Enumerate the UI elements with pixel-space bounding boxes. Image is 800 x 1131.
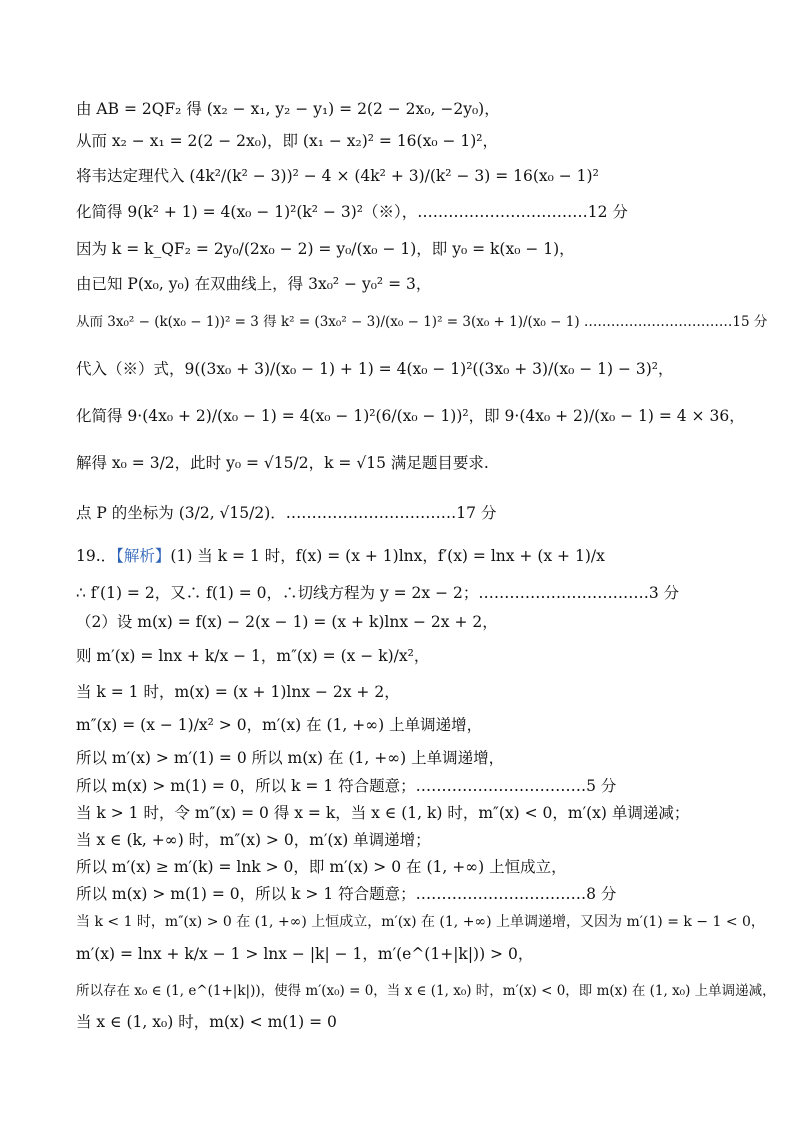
solution-line-1: 由 AB = 2QF₂ 得 (x₂ − x₁, y₂ − y₁) = 2(2 − 2x₀, −2y₀)， [76,100,500,118]
solution-line-18: 所以 m(x) > m(1) = 0，所以 k = 1 符合题意；……………………………5 分 [76,777,617,795]
solution-line-5: 因为 k = k_QF₂ = 2y₀/(2x₀ − 2) = y₀/(x₀ − 1)，即 y₀ = k(x₀ − 1)， [76,240,575,258]
solution-line-14: 则 m′(x) = lnx + k/x − 1，m″(x) = (x − k)/x²， [76,647,430,665]
solution-line-15: 当 k = 1 时，m(x) = (x + 1)lnx − 2x + 2， [76,683,400,701]
solution-line-10: 解得 x₀ = 3/2，此时 y₀ = √15/2，k = √15 满足题目要求. [76,454,489,472]
solution-line-20: 当 x ∈ (k, +∞) 时，m″(x) > 0，m′(x) 单调递增； [76,831,431,849]
problem-19-line [76,545,605,567]
solution-line-12: ∴ f′(1) = 2，又∴ f(1) = 0，∴切线方程为 y = 2x − 2；……………………………3 分 [76,584,680,602]
solution-line-24: m′(x) = lnx + k/x − 1 > lnx − |k| − 1，m′(e^(1+|k|)) > 0， [76,945,534,963]
solution-line-9: 化简得 9·(4x₀ + 2)/(x₀ − 1) = 4(x₀ − 1)²(6/(x₀ − 1))²，即 9·(4x₀ + 2)/(x₀ − 1) = 4 × 36， [76,407,745,425]
solution-line-8: 代入（※）式，9((3x₀ + 3)/(x₀ − 1) + 1) = 4(x₀ − 1)²((3x₀ + 3)/(x₀ − 1) − 3)²， [76,360,674,378]
solution-line-16: m″(x) = (x − 1)/x² > 0，m′(x) 在 (1, +∞) 上单调递增， [76,716,483,734]
solution-line-26: 当 x ∈ (1, x₀) 时，m(x) < m(1) = 0 [76,1013,337,1031]
solution-line-6: 由已知 P(x₀, y₀) 在双曲线上，得 3x₀² − y₀² = 3， [76,275,432,293]
solution-line-11: 点 P 的坐标为 (3/2, √15/2)．……………………………17 分 [76,504,497,522]
solution-line-13: （2）设 m(x) = f(x) − 2(x − 1) = (x + k)lnx − 2x + 2， [76,613,498,631]
analysis-tag: 【解析】 [116,547,171,565]
solution-line-25: 所以存在 x₀ ∈ (1, e^(1+|k|))，使得 m′(x₀) = 0，当 x ∈ (1, x₀) 时，m′(x) < 0，即 m(x) 在 (1, x₀) 上单调递减， [76,983,776,999]
problem-number: 19.． [76,547,117,565]
solution-line-22: 所以 m(x) > m(1) = 0，所以 k > 1 符合题意；……………………………8 分 [76,885,617,903]
solution-line-2: 从而 x₂ − x₁ = 2(2 − 2x₀)，即 (x₁ − x₂)² = 16(x₀ − 1)²， [76,132,499,150]
solution-line-23: 当 k < 1 时，m″(x) > 0 在 (1, +∞) 上恒成立，m′(x) 在 (1, +∞) 上单调递增，又因为 m′(1) = k − 1 < 0， [76,914,765,930]
solution-line-4: 化简得 9(k² + 1) = 4(x₀ − 1)²(k² − 3)²（※），……………………………12 分 [76,203,628,221]
solution-line-19: 当 k > 1 时，令 m″(x) = 0 得 x = k，当 x ∈ (1, k) 时，m″(x) < 0，m′(x) 单调递减； [76,804,690,822]
solution-line-17: 所以 m′(x) > m′(1) = 0 所以 m(x) 在 (1, +∞) 上单调递增， [76,749,505,767]
problem-19-part1: (1) 当 k = 1 时，f(x) = (x + 1)lnx，f′(x) = lnx + (x + 1)/x [170,547,605,565]
solution-line-7: 从而 3x₀² − (k(x₀ − 1))² = 3 得 k² = (3x₀² − 3)/(x₀ − 1)² = 3(x₀ + 1)/(x₀ − 1) ……………………………15 分 [76,314,768,330]
solution-line-3: 将韦达定理代入 (4k²/(k² − 3))² − 4 × (4k² + 3)/(k² − 3) = 16(x₀ − 1)² [76,167,599,185]
solution-line-21: 所以 m′(x) ≥ m′(k) = lnk > 0，即 m′(x) > 0 在 (1, +∞) 上恒成立， [76,858,567,876]
